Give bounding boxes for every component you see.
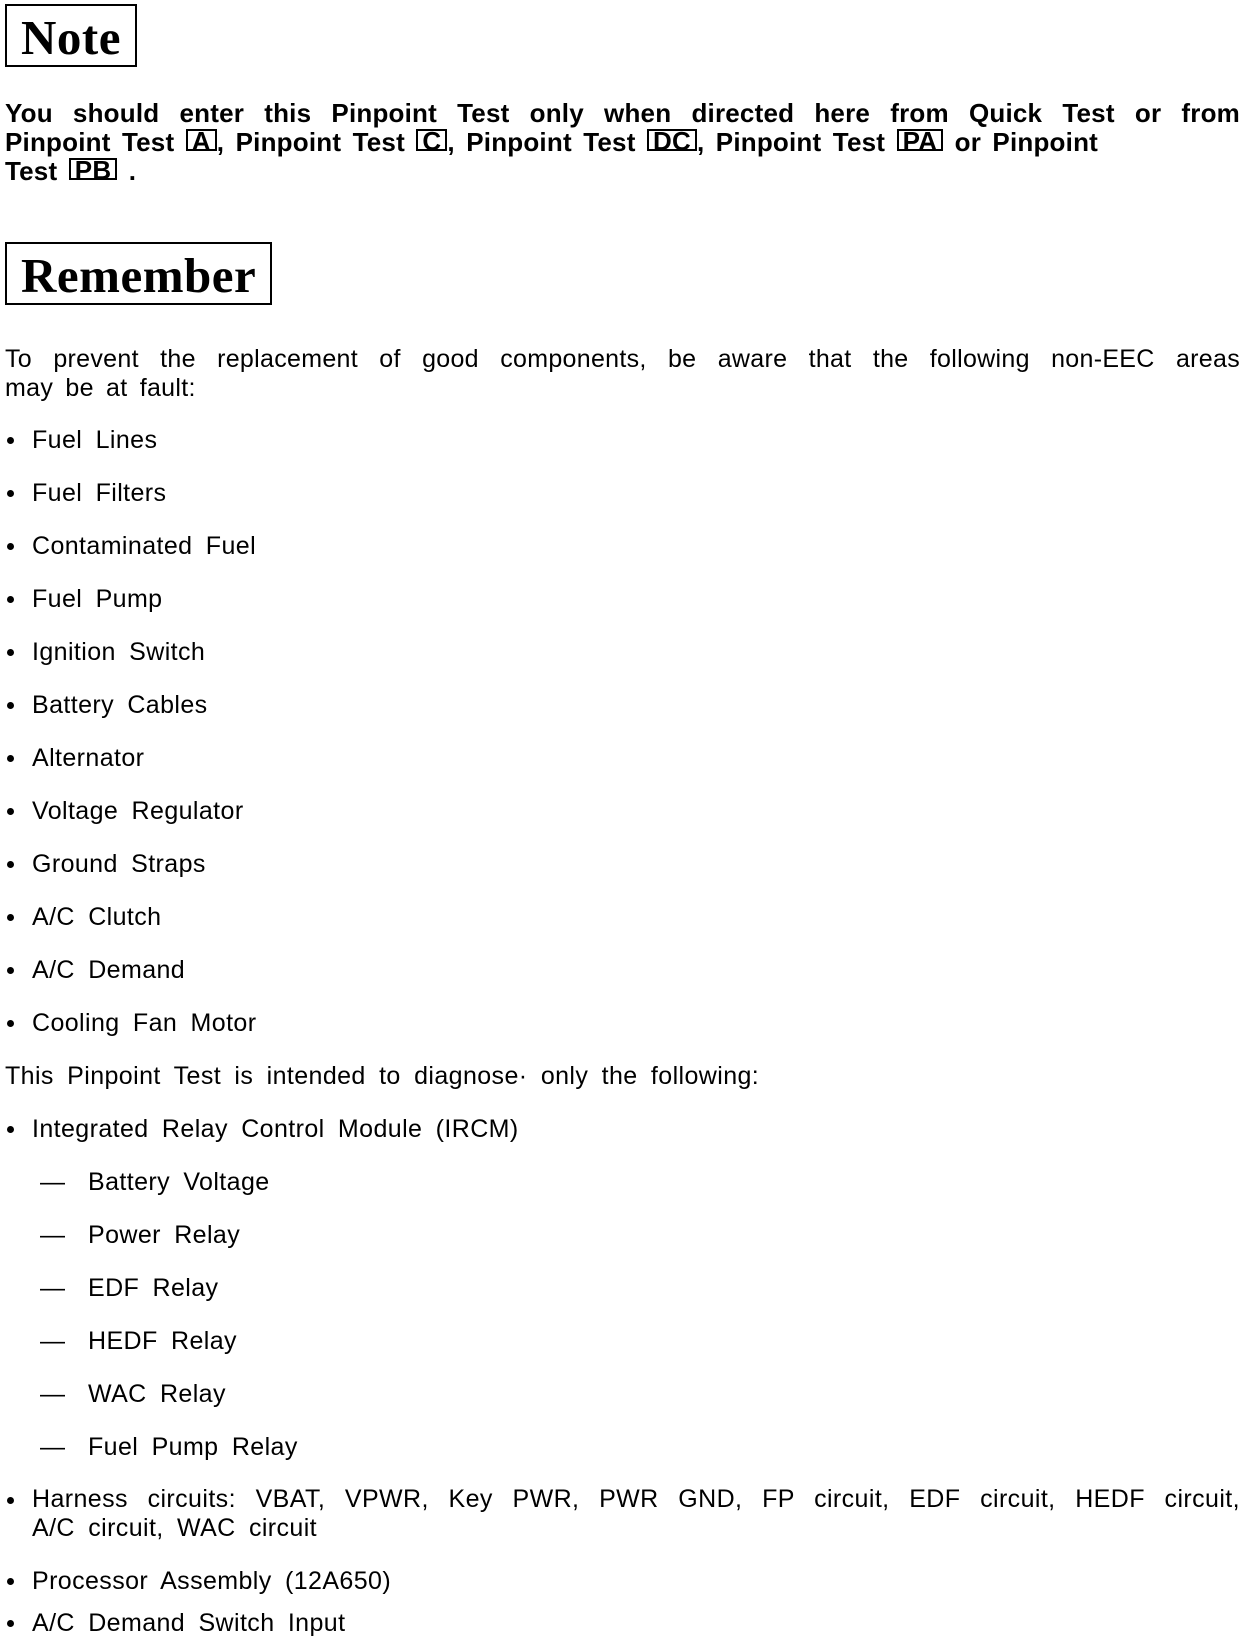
pinpoint-test-a-ref: A	[186, 129, 217, 151]
pinpoint-test-pb-ref: PB	[69, 158, 118, 180]
pinpoint-test-c-ref: C	[416, 129, 447, 151]
note-text	[5, 99, 1240, 186]
pinpoint-test-dc-ref: DC	[647, 129, 697, 151]
remember-heading: Remember	[5, 242, 272, 305]
pinpoint-test-pa-ref: PA	[897, 129, 944, 151]
remember-intro: To prevent the replacement of good components, be aware that the following non-EEC areas may be at fault:	[5, 345, 1240, 402]
note-line-1: You should enter this Pinpoint Test only when directed here from Quick Test or from	[5, 98, 1240, 128]
note-heading: Note	[5, 4, 137, 67]
note-line-3: Test PB .	[5, 155, 137, 186]
list-item-harness: Harness circuits: VBAT, VPWR, Key PWR, PWR GND, FP circuit, EDF circuit, HEDF circuit, A/C circuit, WAC circuit	[5, 1485, 1240, 1545]
note-line-2: Pinpoint Test A , Pinpoint Test C , Pinpoint Test DC , Pinpoint Test PA or Pinpoint	[5, 126, 1099, 157]
document-page: Note You should enter this Pinpoint Test only when directed here from Quick Test or from Pinpoint Test A , Pinpoint Test C , Pinpoint Test DC , Pinpoint Test PA or Pinpoint Test PB . Remember To prevent the replacement of good components, be aware that the following non-EEC areas may be at fault: Fuel Lines Fuel Filters Contaminated Fuel Fuel Pump Ignition Switch Battery Cables Alternator Voltage Regulator Ground Straps A/C Clutch A/C Demand Cooling Fan Motor This Pinpoint Test is intended to diagnose· only the following: Integrated Relay Control Module (IRCM) — Battery Voltage — Power Relay — EDF Relay — HEDF Relay — WAC Relay — Fuel Pump Relay Harness circuits: VBAT, VPWR, Key PWR, PWR GND, FP circuit, EDF circuit, HEDF circuit, A/C circuit, WAC circuit Processor Assembly (12A650) A/C Demand Switch Input	[0, 0, 1248, 1640]
